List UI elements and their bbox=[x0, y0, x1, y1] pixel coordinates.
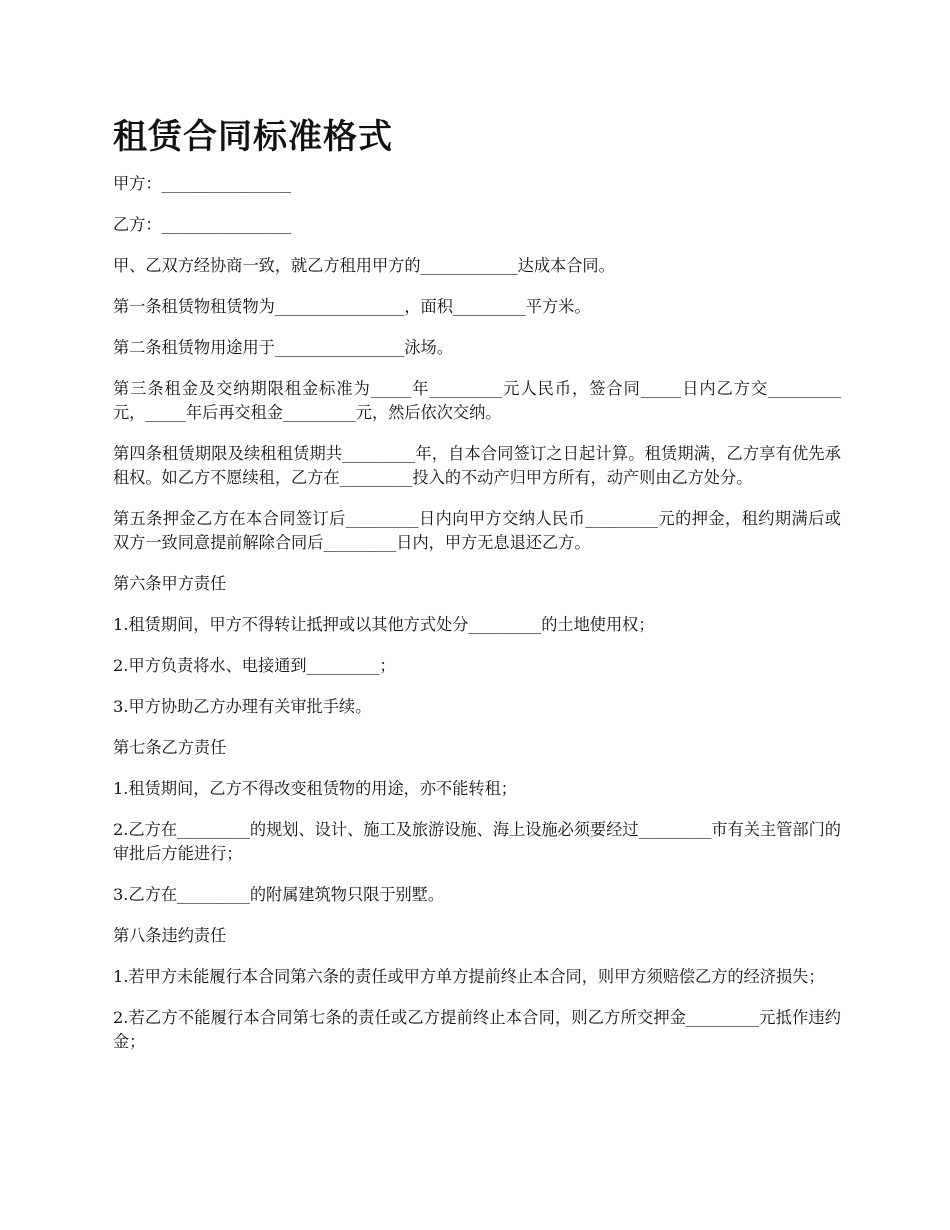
article-7-item-1: 1.租赁期间，乙方不得改变租赁物的用途，亦不能转租； bbox=[113, 779, 517, 798]
article-7-item-3: 3.乙方在_________的附属建筑物只限于别墅。 bbox=[113, 885, 445, 904]
article-8-item-1: 1.若甲方未能履行本合同第六条的责任或甲方单方提前终止本合同，则甲方须赔偿乙方的经济损失； bbox=[113, 967, 825, 986]
article-8-heading: 第八条违约责任 bbox=[113, 926, 227, 945]
article-6-item-2: 2.甲方负责将水、电接通到_________； bbox=[113, 656, 396, 675]
article-6-item-1: 1.租赁期间，甲方不得转让抵押或以其他方式处分_________的土地使用权； bbox=[113, 615, 655, 634]
article-8-item-2: 2.若乙方不能履行本合同第七条的责任或乙方提前终止本合同，则乙方所交押金_________元抵作违约金； bbox=[113, 1008, 841, 1051]
article-5-paragraph: 第五条押金乙方在本合同签订后_________日内向甲方交纳人民币_________元的押金，租约期满后或双方一致同意提前解除合同后_________日内，甲方无息退还乙方。 bbox=[113, 509, 841, 552]
preamble-paragraph: 甲、乙双方经协商一致，就乙方租用甲方的____________达成本合同。 bbox=[113, 256, 615, 275]
article-6-heading: 第六条甲方责任 bbox=[113, 574, 227, 593]
party-a-line: 甲方：________________ bbox=[113, 174, 292, 193]
article-7-heading: 第七条乙方责任 bbox=[113, 738, 227, 757]
article-2-paragraph: 第二条租赁物用途用于________________泳场。 bbox=[113, 338, 453, 357]
document-title: 租赁合同标准格式 bbox=[113, 117, 393, 157]
article-1-paragraph: 第一条租赁物租赁物为________________，面积_________平方米。 bbox=[113, 297, 591, 316]
party-b-line: 乙方：________________ bbox=[113, 215, 292, 234]
article-4-paragraph: 第四条租赁期限及续租租赁期共_________年，自本合同签订之日起计算。租赁期满，乙方享有优先承租权。如乙方不愿续租，乙方在_________投入的不动产归甲方所有，动产则由乙方处分。 bbox=[113, 444, 841, 487]
article-6-item-3: 3.甲方协助乙方办理有关审批手续。 bbox=[113, 697, 372, 716]
document-page bbox=[113, 108, 841, 1071]
article-7-item-2: 2.乙方在_________的规划、设计、施工及旅游设施、海上设施必须要经过_________市有关主管部门的审批后方能进行； bbox=[113, 820, 841, 863]
article-3-paragraph: 第三条租金及交纳期限租金标准为_____年_________元人民币，签合同_____日内乙方交_________元，_____年后再交租金_________元，然后依次交纳。 bbox=[113, 379, 841, 422]
